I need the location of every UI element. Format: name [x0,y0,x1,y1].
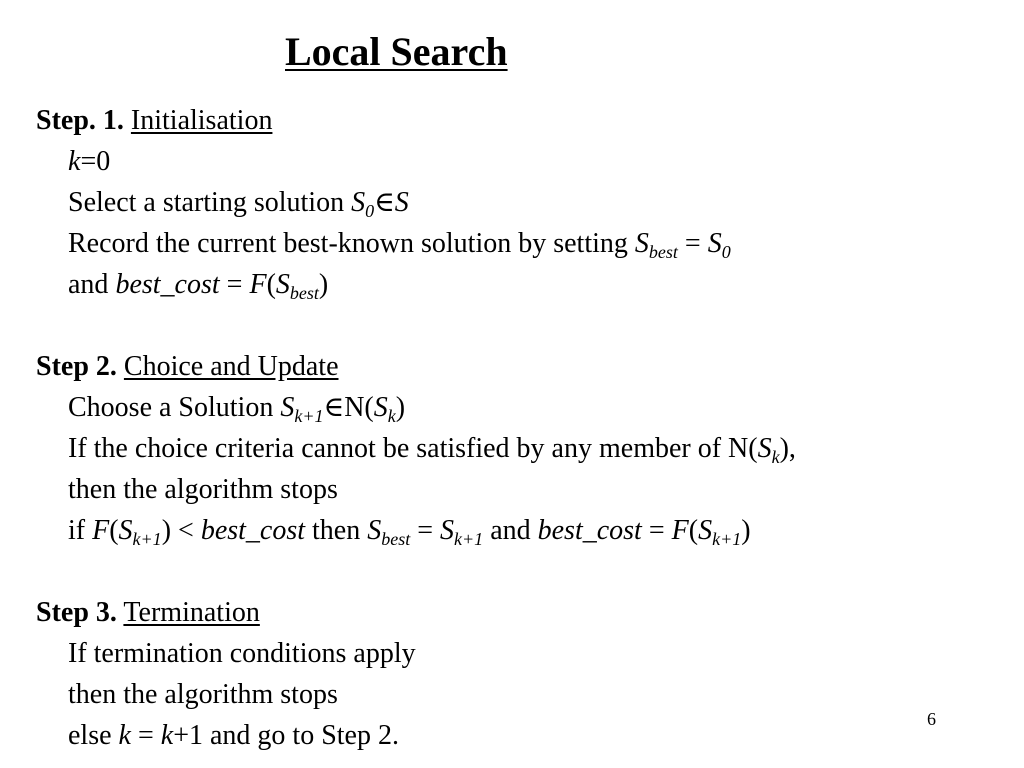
step1-select-line [68,186,409,220]
var-S-best-3: S [367,515,382,546]
var-k: k [68,146,81,177]
var-S-k1-c: S [440,515,455,546]
var-S-best2: S [275,269,290,300]
best-cost-2: best_cost [537,515,642,546]
element-of: ∈ [374,187,395,218]
open-paren-1: ( [109,515,119,546]
close-paren-1: ) [395,392,406,423]
step2-choose-line [68,391,405,425]
step3-stops-line: then the algorithm stops [68,679,338,710]
select-text: Select a starting solution [68,187,352,218]
func-F-1: F [92,515,110,546]
equals-F: = [219,269,250,300]
and-word: and [483,515,538,546]
set-S: S [394,187,409,218]
if-word: if [68,515,93,546]
criteria-text: If the choice criteria cannot be satisfied by any member of N( [68,433,758,464]
slide-title: Local Search [285,29,508,74]
open-paren-2: ( [688,515,699,546]
step2-criteria-line [68,432,796,466]
sub-k1-c: k+1 [454,529,484,549]
step3-label: Step 3. [36,597,117,628]
step2-label: Step 2. [36,351,117,382]
sub-k1-b: k+1 [132,529,162,549]
else-rest: +1 and go to Step 2. [173,720,399,751]
step2-update-line [68,514,751,548]
best-cost: best_cost [115,269,220,300]
close-paren-3: ) [741,515,751,546]
step2-heading: Choice and Update [123,351,339,382]
sub-0b: 0 [721,242,731,262]
func-F-2: F [671,515,689,546]
var-S: S [351,187,366,218]
var-S-best: S [634,228,649,259]
page-number: 6 [927,709,936,729]
var-k-1: k [118,720,131,751]
step2-header [36,350,339,384]
eq-zero: =0 [80,146,111,177]
sub-0: 0 [365,201,375,221]
step1-record-line [68,227,731,261]
step1-cost-line [68,268,328,302]
sub-k1-d: k+1 [712,529,742,549]
sub-k1: k+1 [294,406,324,426]
then-word: then [305,515,368,546]
step1-heading: Initialisation [130,105,273,136]
var-S-k1-b: S [118,515,133,546]
var-S0: S [707,228,722,259]
var-S-k-2: S [757,433,772,464]
close-paren: ) [318,269,329,300]
step1-header [36,104,272,138]
record-text: Record the current best-known solution by setting [68,228,635,259]
func-F: F [249,269,267,300]
best-cost-1: best_cost [200,515,306,546]
step2-stops-line: then the algorithm stops [68,474,338,505]
step3-header [36,596,260,630]
var-S-k: S [373,392,388,423]
step3-condition-line: If termination conditions apply [68,638,416,669]
step3-else-line [68,719,399,753]
step1-k-init [68,145,110,179]
sub-k-2: k [771,447,780,467]
step1-label: Step. 1. [36,105,124,136]
and-text: and [68,269,116,300]
equals-2: = [410,515,441,546]
else-text: else [68,720,119,751]
close-paren-2: ), [779,433,796,464]
step3-heading: Termination [123,597,260,628]
element-of-N: ∈N( [323,392,374,423]
sub-k: k [387,406,396,426]
equals-k: = [130,720,161,751]
sub-best-3: best [381,529,411,549]
equals: = [677,228,708,259]
equals-3: = [641,515,672,546]
var-S-k1-d: S [698,515,713,546]
sub-best: best [648,242,678,262]
var-k-2: k [160,720,174,751]
choose-text: Choose a Solution [68,392,281,423]
open-paren: ( [266,269,276,300]
var-S-k1: S [280,392,295,423]
sub-best2: best [289,283,319,303]
less-than: ) < [161,515,201,546]
